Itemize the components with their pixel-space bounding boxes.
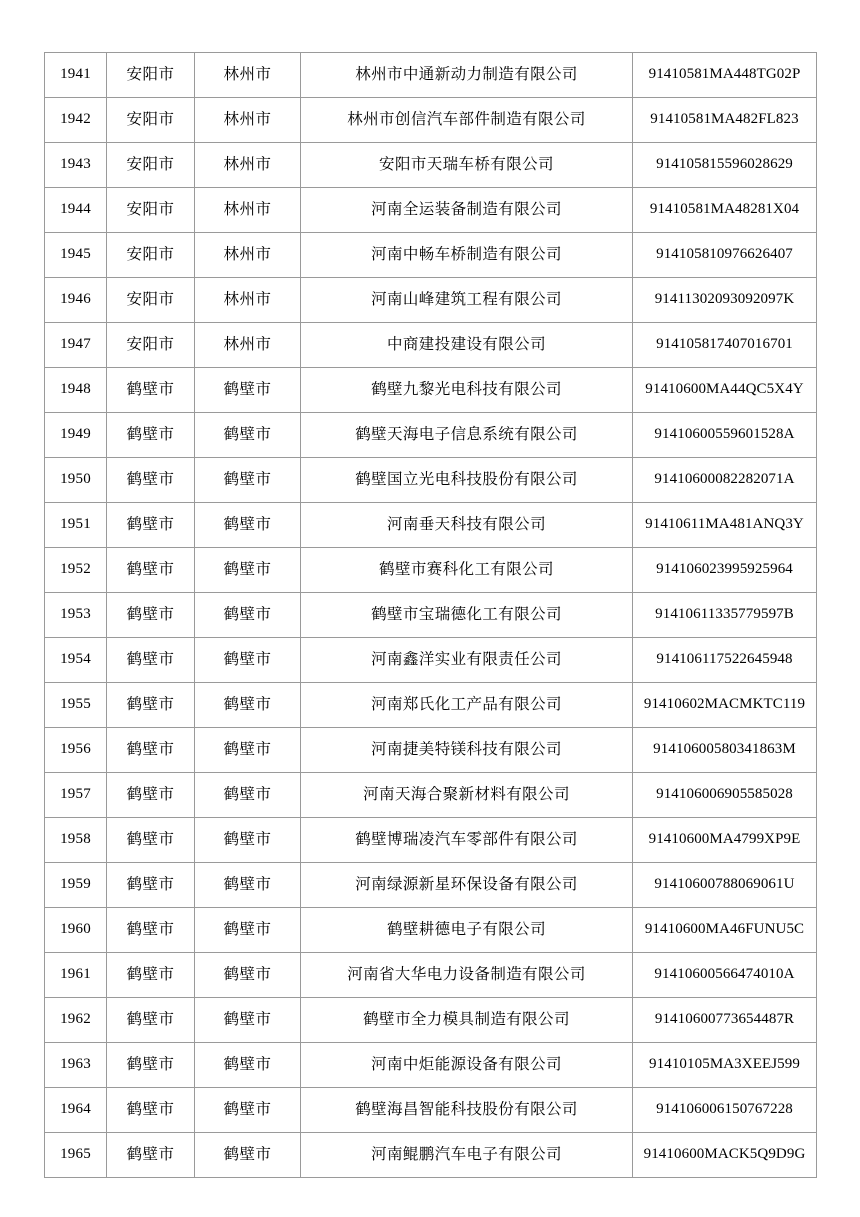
- row-index-cell: 1955: [45, 683, 107, 728]
- county-cell: 鹤壁市: [195, 638, 301, 683]
- table-row: [45, 413, 817, 458]
- county-cell: 鹤壁市: [195, 1133, 301, 1178]
- row-index-cell: 1953: [45, 593, 107, 638]
- city-cell: 鹤壁市: [107, 863, 195, 908]
- table-row: [45, 548, 817, 593]
- credit-code-cell: 91411302093092097K: [633, 278, 817, 323]
- credit-code-cell: 91410105MA3XEEJ599: [633, 1043, 817, 1088]
- city-cell: 鹤壁市: [107, 908, 195, 953]
- table-row: [45, 188, 817, 233]
- table-row: [45, 233, 817, 278]
- table-row: [45, 278, 817, 323]
- credit-code-cell: 91410600580341863M: [633, 728, 817, 773]
- table-row: [45, 143, 817, 188]
- city-cell: 鹤壁市: [107, 458, 195, 503]
- credit-code-cell: 91410600773654487R: [633, 998, 817, 1043]
- county-cell: 鹤壁市: [195, 548, 301, 593]
- county-cell: 鹤壁市: [195, 773, 301, 818]
- city-cell: 鹤壁市: [107, 728, 195, 773]
- enterprise-name-cell: 河南捷美特镁科技有限公司: [301, 728, 633, 773]
- credit-code-cell: 91410600MACK5Q9D9G: [633, 1133, 817, 1178]
- city-cell: 鹤壁市: [107, 593, 195, 638]
- table-row: [45, 683, 817, 728]
- row-index-cell: 1941: [45, 53, 107, 98]
- county-cell: 鹤壁市: [195, 368, 301, 413]
- county-cell: 鹤壁市: [195, 728, 301, 773]
- city-cell: 安阳市: [107, 143, 195, 188]
- credit-code-cell: 91410600082282071A: [633, 458, 817, 503]
- county-cell: 鹤壁市: [195, 413, 301, 458]
- county-cell: 鹤壁市: [195, 1088, 301, 1133]
- credit-code-cell: 91410581MA48281X04: [633, 188, 817, 233]
- table-row: [45, 1133, 817, 1178]
- enterprise-name-cell: 河南垂天科技有限公司: [301, 503, 633, 548]
- row-index-cell: 1944: [45, 188, 107, 233]
- registry-table-container: [44, 52, 816, 1178]
- enterprise-name-cell: 安阳市天瑞车桥有限公司: [301, 143, 633, 188]
- table-row: [45, 368, 817, 413]
- credit-code-cell: 91410600788069061U: [633, 863, 817, 908]
- credit-code-cell: 91410581MA482FL823: [633, 98, 817, 143]
- county-cell: 鹤壁市: [195, 953, 301, 998]
- enterprise-name-cell: 河南鑫洋实业有限责任公司: [301, 638, 633, 683]
- row-index-cell: 1945: [45, 233, 107, 278]
- enterprise-name-cell: 河南山峰建筑工程有限公司: [301, 278, 633, 323]
- enterprise-name-cell: 鹤壁市全力模具制造有限公司: [301, 998, 633, 1043]
- enterprise-registry-table: [44, 52, 817, 1178]
- enterprise-name-cell: 河南省大华电力设备制造有限公司: [301, 953, 633, 998]
- row-index-cell: 1951: [45, 503, 107, 548]
- city-cell: 鹤壁市: [107, 368, 195, 413]
- row-index-cell: 1961: [45, 953, 107, 998]
- enterprise-name-cell: 河南中畅车桥制造有限公司: [301, 233, 633, 278]
- row-index-cell: 1960: [45, 908, 107, 953]
- county-cell: 鹤壁市: [195, 818, 301, 863]
- row-index-cell: 1958: [45, 818, 107, 863]
- city-cell: 鹤壁市: [107, 953, 195, 998]
- county-cell: 林州市: [195, 188, 301, 233]
- credit-code-cell: 91410600MA46FUNU5C: [633, 908, 817, 953]
- enterprise-name-cell: 河南郑氏化工产品有限公司: [301, 683, 633, 728]
- county-cell: 鹤壁市: [195, 908, 301, 953]
- row-index-cell: 1948: [45, 368, 107, 413]
- credit-code-cell: 91410600MA44QC5X4Y: [633, 368, 817, 413]
- county-cell: 林州市: [195, 98, 301, 143]
- credit-code-cell: 914106006905585028: [633, 773, 817, 818]
- enterprise-name-cell: 河南中炬能源设备有限公司: [301, 1043, 633, 1088]
- city-cell: 鹤壁市: [107, 818, 195, 863]
- credit-code-cell: 91410611MA481ANQ3Y: [633, 503, 817, 548]
- table-row: [45, 638, 817, 683]
- enterprise-name-cell: 鹤壁博瑞凌汽车零部件有限公司: [301, 818, 633, 863]
- county-cell: 鹤壁市: [195, 503, 301, 548]
- city-cell: 鹤壁市: [107, 1043, 195, 1088]
- city-cell: 鹤壁市: [107, 638, 195, 683]
- city-cell: 安阳市: [107, 53, 195, 98]
- enterprise-name-cell: 鹤壁九黎光电科技有限公司: [301, 368, 633, 413]
- city-cell: 鹤壁市: [107, 773, 195, 818]
- row-index-cell: 1965: [45, 1133, 107, 1178]
- row-index-cell: 1942: [45, 98, 107, 143]
- city-cell: 安阳市: [107, 188, 195, 233]
- row-index-cell: 1963: [45, 1043, 107, 1088]
- city-cell: 鹤壁市: [107, 683, 195, 728]
- table-row: [45, 98, 817, 143]
- enterprise-name-cell: 鹤壁天海电子信息系统有限公司: [301, 413, 633, 458]
- county-cell: 鹤壁市: [195, 863, 301, 908]
- credit-code-cell: 91410581MA448TG02P: [633, 53, 817, 98]
- credit-code-cell: 91410600559601528A: [633, 413, 817, 458]
- city-cell: 鹤壁市: [107, 413, 195, 458]
- city-cell: 鹤壁市: [107, 1133, 195, 1178]
- row-index-cell: 1946: [45, 278, 107, 323]
- enterprise-name-cell: 河南天海合聚新材料有限公司: [301, 773, 633, 818]
- county-cell: 鹤壁市: [195, 593, 301, 638]
- credit-code-cell: 91410611335779597B: [633, 593, 817, 638]
- table-row: [45, 323, 817, 368]
- credit-code-cell: 91410600MA4799XP9E: [633, 818, 817, 863]
- table-row: [45, 1088, 817, 1133]
- table-row: [45, 953, 817, 998]
- county-cell: 鹤壁市: [195, 1043, 301, 1088]
- credit-code-cell: 91410602MACMKTC119: [633, 683, 817, 728]
- row-index-cell: 1962: [45, 998, 107, 1043]
- enterprise-name-cell: 中商建投建设有限公司: [301, 323, 633, 368]
- table-row: [45, 818, 817, 863]
- table-row: [45, 503, 817, 548]
- credit-code-cell: 914105815596028629: [633, 143, 817, 188]
- credit-code-cell: 914105810976626407: [633, 233, 817, 278]
- enterprise-name-cell: 鹤壁耕德电子有限公司: [301, 908, 633, 953]
- row-index-cell: 1957: [45, 773, 107, 818]
- county-cell: 鹤壁市: [195, 998, 301, 1043]
- city-cell: 鹤壁市: [107, 1088, 195, 1133]
- row-index-cell: 1943: [45, 143, 107, 188]
- county-cell: 鹤壁市: [195, 683, 301, 728]
- county-cell: 林州市: [195, 278, 301, 323]
- enterprise-name-cell: 鹤壁国立光电科技股份有限公司: [301, 458, 633, 503]
- city-cell: 安阳市: [107, 233, 195, 278]
- enterprise-name-cell: 鹤壁市宝瑞德化工有限公司: [301, 593, 633, 638]
- credit-code-cell: 914105817407016701: [633, 323, 817, 368]
- enterprise-name-cell: 河南鲲鹏汽车电子有限公司: [301, 1133, 633, 1178]
- credit-code-cell: 914106023995925964: [633, 548, 817, 593]
- table-row: [45, 1043, 817, 1088]
- table-row: [45, 728, 817, 773]
- credit-code-cell: 914106117522645948: [633, 638, 817, 683]
- city-cell: 安阳市: [107, 98, 195, 143]
- credit-code-cell: 91410600566474010A: [633, 953, 817, 998]
- county-cell: 林州市: [195, 143, 301, 188]
- city-cell: 鹤壁市: [107, 503, 195, 548]
- city-cell: 鹤壁市: [107, 998, 195, 1043]
- row-index-cell: 1964: [45, 1088, 107, 1133]
- credit-code-cell: 914106006150767228: [633, 1088, 817, 1133]
- row-index-cell: 1947: [45, 323, 107, 368]
- row-index-cell: 1959: [45, 863, 107, 908]
- county-cell: 鹤壁市: [195, 458, 301, 503]
- table-row: [45, 863, 817, 908]
- enterprise-name-cell: 河南绿源新星环保设备有限公司: [301, 863, 633, 908]
- table-row: [45, 998, 817, 1043]
- table-row: [45, 773, 817, 818]
- county-cell: 林州市: [195, 53, 301, 98]
- table-body: [45, 53, 817, 1178]
- row-index-cell: 1954: [45, 638, 107, 683]
- city-cell: 安阳市: [107, 323, 195, 368]
- row-index-cell: 1950: [45, 458, 107, 503]
- row-index-cell: 1949: [45, 413, 107, 458]
- table-row: [45, 458, 817, 503]
- table-row: [45, 593, 817, 638]
- county-cell: 林州市: [195, 323, 301, 368]
- enterprise-name-cell: 林州市创信汽车部件制造有限公司: [301, 98, 633, 143]
- county-cell: 林州市: [195, 233, 301, 278]
- enterprise-name-cell: 林州市中通新动力制造有限公司: [301, 53, 633, 98]
- table-row: [45, 908, 817, 953]
- city-cell: 鹤壁市: [107, 548, 195, 593]
- row-index-cell: 1956: [45, 728, 107, 773]
- enterprise-name-cell: 鹤壁海昌智能科技股份有限公司: [301, 1088, 633, 1133]
- city-cell: 安阳市: [107, 278, 195, 323]
- row-index-cell: 1952: [45, 548, 107, 593]
- enterprise-name-cell: 河南全运装备制造有限公司: [301, 188, 633, 233]
- enterprise-name-cell: 鹤壁市赛科化工有限公司: [301, 548, 633, 593]
- table-row: [45, 53, 817, 98]
